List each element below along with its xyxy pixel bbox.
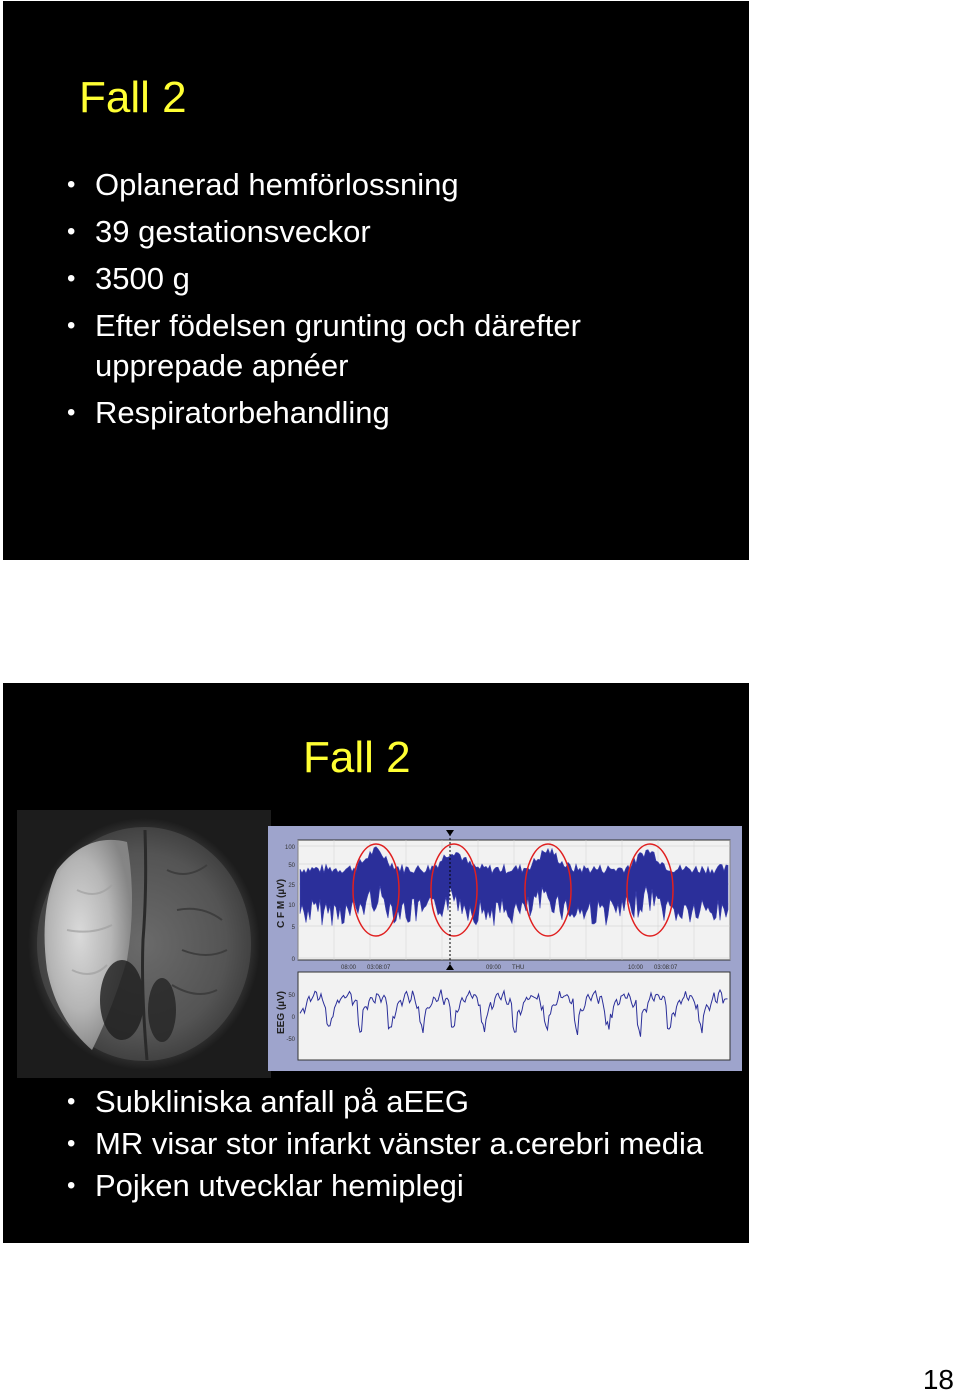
time-label: THU	[512, 965, 525, 971]
slide-2	[3, 683, 749, 1243]
time-label: 03:08:07	[367, 965, 391, 971]
time-label: 10:00	[628, 965, 644, 971]
cfm-tick-label: 5	[291, 925, 295, 931]
bullet-item: • 3500 g	[65, 259, 705, 299]
bullet-item: • Efter födelsen grunting och därefter upprepade apnéer	[65, 306, 705, 386]
cfm-tick-label: 100	[284, 845, 295, 851]
bullet-item: • Oplanerad hemförlossning	[65, 165, 705, 205]
cfm-tick-label: 50	[288, 863, 295, 869]
eeg-tick-label: 0	[291, 1015, 295, 1021]
eeg-tick-label: 50	[288, 993, 295, 999]
time-label: 09:00	[486, 965, 502, 971]
cfm-tick-label: 10	[288, 903, 295, 909]
bullet-item: • 39 gestationsveckor	[65, 212, 705, 252]
slide-1-title: Fall 2	[79, 73, 187, 122]
cfm-tick-label: 0	[291, 957, 295, 963]
eeg-axis-label: EEG (µV)	[276, 991, 287, 1034]
page-number: 18	[922, 1364, 954, 1395]
cfm-axis-label: C F M (µV)	[276, 878, 287, 928]
time-label: 03:08:07	[654, 965, 678, 971]
bullet-item: • Subkliniska anfall på aEEG	[65, 1083, 745, 1121]
time-label: 08:00	[341, 965, 357, 971]
slide-2-bullet-list	[65, 1083, 745, 1209]
slide-2-title: Fall 2	[303, 733, 411, 782]
slide-1	[3, 1, 749, 560]
aeeg-figure	[268, 826, 742, 1071]
eeg-tick-label: -50	[286, 1037, 295, 1043]
slide-1-bullet-list	[65, 165, 705, 440]
mri-brain-image	[17, 810, 271, 1078]
bullet-item: • MR visar stor infarkt vänster a.cerebri media	[65, 1125, 745, 1163]
cfm-tick-label: 25	[288, 883, 295, 889]
bullet-item: • Pojken utvecklar hemiplegi	[65, 1167, 745, 1205]
bullet-item: • Respiratorbehandling	[65, 393, 705, 433]
